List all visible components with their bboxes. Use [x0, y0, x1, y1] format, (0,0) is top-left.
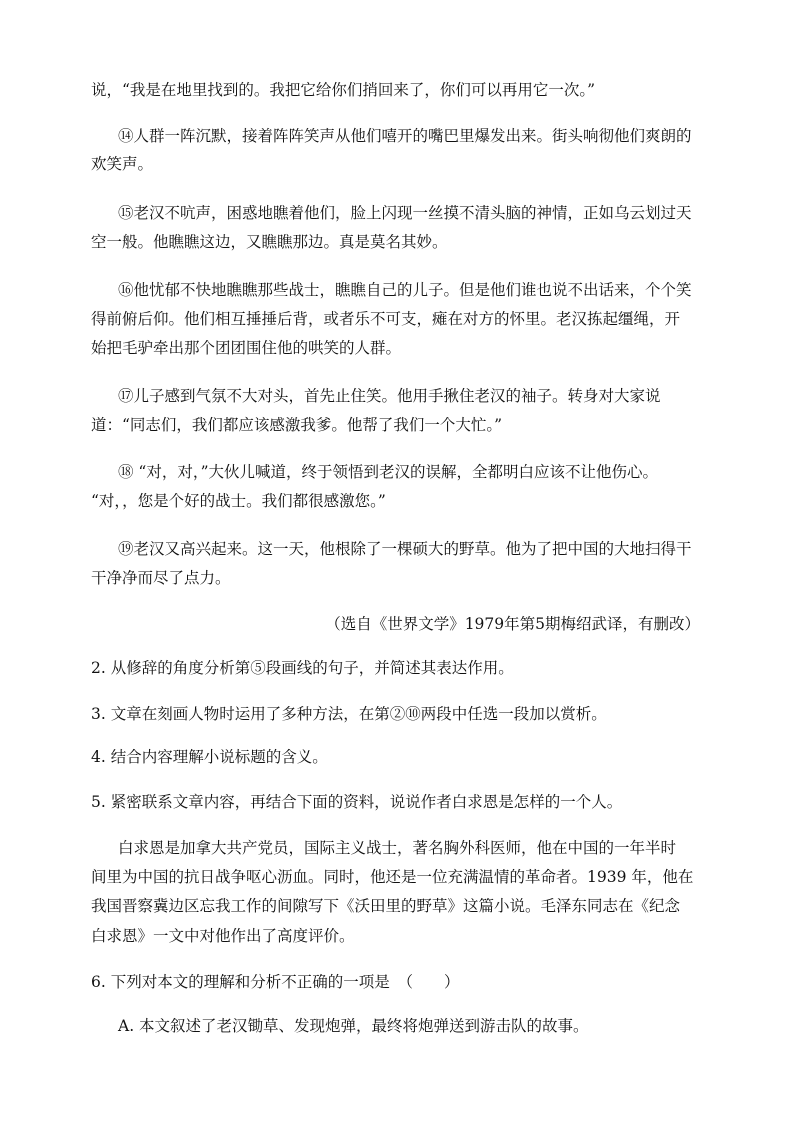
reference-material-line: 白求恩》一文中对他作出了高度评价。: [91, 927, 355, 945]
question-3: 3. 文章在刻画人物时运用了多种方法，在第②⑩两段中任选一段加以赏析。: [91, 705, 607, 723]
question-6: 6. 下列对本文的理解和分析不正确的一项是 （ ）: [91, 973, 460, 991]
paragraph-15-line: ⑮老汉不吭声，困惑地瞧着他们，脸上闪现一丝摸不清头脑的神情，正如乌云划过天: [118, 204, 692, 222]
reference-material-line: 我国晋察冀边区忘我工作的间隙写下《沃田里的野草》这篇小说。毛泽东同志在《纪念: [91, 897, 681, 915]
paragraph-17-line: ⑰儿子感到气氛不大对头，首先止住笑。他用手揪住老汉的袖子。转身对大家说: [118, 387, 661, 405]
option-a: A. 本文叙述了老汉锄草、发现炮弹，最终将炮弹送到游击队的故事。: [118, 1017, 589, 1035]
paragraph-19-line: ⑲老汉又高兴起来。这一天，他根除了一棵硕大的野草。他为了把中国的大地扫得干: [118, 540, 692, 558]
paragraph-14-line: ⑭人群一阵沉默，接着阵阵笑声从他们嘻开的嘴巴里爆发出来。街头响彻他们爽朗的: [118, 127, 692, 145]
paragraph-19-line: 干净净而尽了点力。: [91, 569, 231, 587]
paragraph-18-line: ⑱ “对，对，”大伙儿喊道，终于领悟到老汉的误解，全都明白应该不让他伤心。: [118, 463, 659, 481]
paragraph-14-line: 欢笑声。: [91, 155, 154, 173]
source-citation: （选自《世界文学》1979年第5期梅绍武译，有删改）: [325, 615, 700, 633]
question-4: 4. 结合内容理解小说标题的含义。: [91, 748, 328, 766]
paragraph-16-line: 得前俯后仰。他们相互捶捶后背，或者乐不可支，瘫在对方的怀里。老汉拣起缰绳，开: [91, 310, 681, 328]
paragraph-16-line: 始把毛驴牵出那个团团围住他的哄笑的人群。: [91, 339, 402, 357]
paragraph-16-line: ⑯他忧郁不快地瞧瞧那些战士，瞧瞧自己的儿子。但是他们谁也说不出话来，个个笑: [118, 281, 692, 299]
question-5: 5. 紧密联系文章内容，再结合下面的资料，说说作者白求恩是怎样的一个人。: [91, 793, 623, 811]
paragraph-line: 说，“我是在地里找到的。我把它给你们捎回来了，你们可以再用它一次。”: [91, 81, 596, 99]
question-2: 2. 从修辞的角度分析第⑤段画线的句子，并简述其表达作用。: [91, 659, 514, 677]
reference-material-line: 白求恩是加拿大共产党员，国际主义战士，著名胸外科医师，他在中国的一年半时: [118, 839, 677, 857]
paragraph-15-line: 空一般。他瞧瞧这边，又瞧瞧那边。真是莫名其妙。: [91, 233, 448, 251]
reference-material-line: 间里为中国的抗日战争呕心沥血。同时，他还是一位充满温情的革命者。1939 年，他在: [91, 868, 694, 886]
paragraph-18-line: “对，，您是个好的战士。我们都很感激您。”: [91, 492, 386, 510]
paragraph-17-line: 道：“同志们，我们都应该感激我爹。他帮了我们一个大忙。”: [91, 416, 503, 434]
